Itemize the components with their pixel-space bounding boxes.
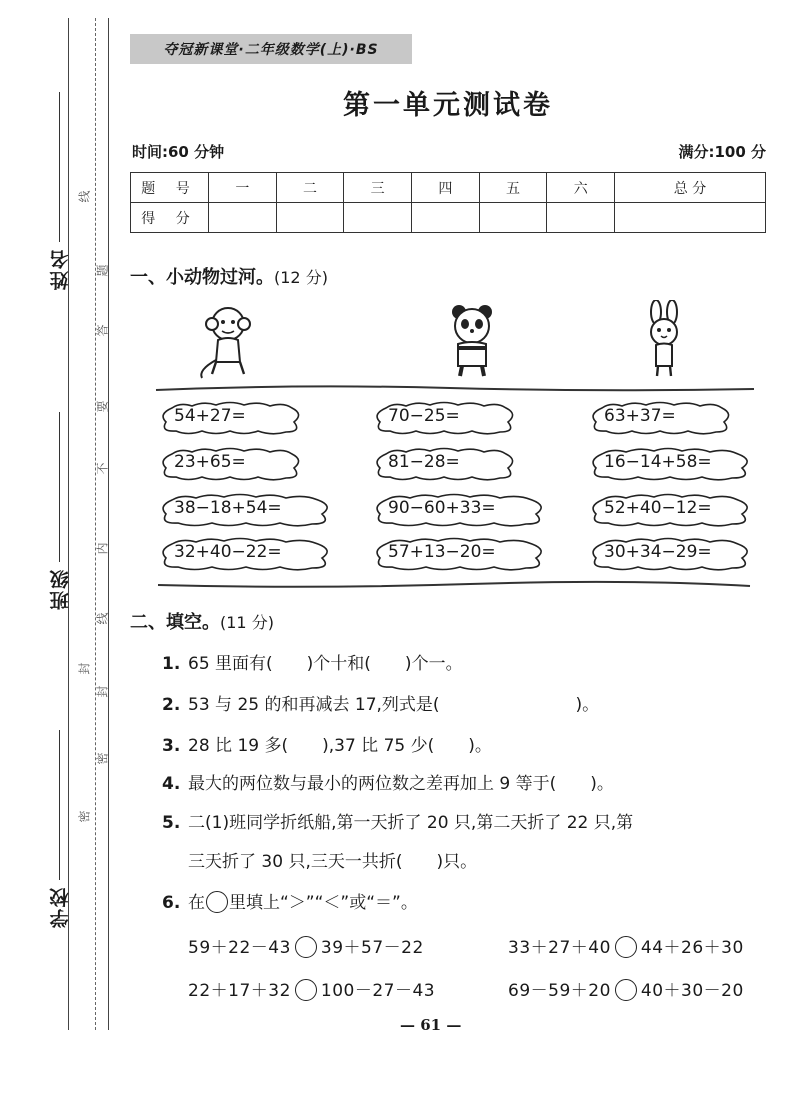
score-cell: 三 [344, 173, 412, 203]
cloud-problem[interactable] [158, 536, 328, 572]
compare-right: 100－27－43 [320, 981, 436, 1001]
fill-item-6 [162, 888, 418, 913]
compare-right: 44＋26＋30 [640, 938, 744, 958]
page-number: — 61 — [400, 1016, 462, 1034]
fill-item-4[interactable] [162, 769, 614, 794]
problem-text: 90−60+33= [388, 498, 496, 518]
seal-char: 题 [95, 264, 110, 277]
section-2-title [130, 608, 274, 634]
seal-char: 封 [77, 662, 92, 675]
cloud-problem[interactable] [372, 446, 512, 482]
cloud-problem[interactable] [588, 446, 753, 482]
score-entry-cell[interactable] [615, 203, 766, 233]
item-text: 53 与 25 的和再减去 17,列式是( )。 [188, 695, 600, 715]
binding-dash-line [95, 18, 96, 1030]
answer-circle[interactable] [615, 979, 637, 1001]
binding-line-right [108, 18, 109, 1030]
compare-row [188, 933, 424, 958]
fill-item-5-continuation[interactable]: 三天折了 30 只,三天一共折( )只。 [188, 852, 478, 872]
cloud-problem[interactable] [158, 446, 298, 482]
score-cell: 二 [276, 173, 344, 203]
compare-right: 40＋30－20 [640, 981, 744, 1001]
problem-text: 70−25= [388, 406, 460, 426]
compare-row [188, 976, 435, 1001]
score-entry-cell[interactable] [344, 203, 412, 233]
section-2-heading: 二、填空。 [130, 612, 220, 633]
problem-text: 32+40−22= [174, 542, 282, 562]
school-label: 学校 [49, 886, 72, 928]
item-text: 二(1)班同学折纸船,第一天折了 20 只,第二天折了 22 只,第 [188, 813, 634, 833]
class-blank[interactable] [60, 412, 61, 562]
section-1-heading: 一、小动物过河。 [130, 267, 274, 288]
fill-item-2[interactable] [162, 690, 599, 715]
problem-text: 52+40−12= [604, 498, 712, 518]
page-title: 第一单元测试卷 [343, 90, 553, 121]
compare-left: 22＋17＋32 [188, 981, 291, 1001]
full-score: 满分:100 分 [678, 143, 766, 161]
score-cell: 六 [547, 173, 615, 203]
school-field[interactable] [38, 730, 82, 928]
answer-circle[interactable] [295, 979, 317, 1001]
monkey-icon [188, 300, 268, 380]
item-text: 65 里面有( )个十和( )个一。 [188, 654, 463, 674]
cloud-problem[interactable] [158, 492, 328, 528]
score-table [130, 172, 766, 233]
seal-char: 线 [77, 190, 92, 203]
compare-left: 69－59＋20 [508, 981, 611, 1001]
problem-text: 54+27= [174, 406, 246, 426]
compare-left: 59＋22－43 [188, 938, 291, 958]
class-label: 班级 [49, 568, 72, 610]
seal-char: 封 [95, 685, 110, 698]
section-1-title [130, 263, 328, 289]
exam-meta [132, 141, 766, 162]
problem-text: 38−18+54= [174, 498, 282, 518]
score-cell: 总 分 [615, 173, 766, 203]
seal-char: 要 [95, 400, 110, 413]
seal-char: 不 [95, 462, 110, 475]
fill-item-5[interactable] [162, 808, 633, 833]
problem-text: 81−28= [388, 452, 460, 472]
score-entry-cell[interactable] [479, 203, 547, 233]
item-number: 5. [162, 813, 181, 833]
score-cell: 五 [479, 173, 547, 203]
score-header-row [131, 173, 766, 203]
problem-text: 30+34−29= [604, 542, 712, 562]
circle-icon [206, 891, 228, 913]
item-number: 6. [162, 893, 181, 913]
time-limit: 时间:60 分钟 [132, 143, 225, 161]
item-number: 3. [162, 736, 181, 756]
name-label: 姓名 [49, 248, 72, 290]
item-number: 1. [162, 654, 181, 674]
rabbit-icon [624, 300, 704, 380]
compare-right: 39＋57－22 [320, 938, 424, 958]
class-field[interactable] [38, 412, 82, 610]
problem-text: 57+13−20= [388, 542, 496, 562]
cloud-problem[interactable] [588, 492, 753, 528]
fill-item-1[interactable] [162, 649, 463, 674]
score-cell: 题 号 [131, 173, 209, 203]
score-entry-row [131, 203, 766, 233]
panda-icon [432, 300, 512, 380]
item-text-post: 里填上“＞”“＜”或“＝”。 [229, 893, 418, 913]
problem-text: 63+37= [604, 406, 676, 426]
score-cell: 四 [412, 173, 480, 203]
item-text-pre: 在 [188, 893, 205, 913]
compare-left: 33＋27＋40 [508, 938, 611, 958]
problem-text: 16−14+58= [604, 452, 712, 472]
river-bank-top [150, 382, 758, 396]
item-text: 28 比 19 多( ),37 比 75 少( )。 [188, 736, 492, 756]
river-bank-bottom [150, 579, 758, 593]
fill-item-3[interactable] [162, 731, 492, 756]
score-row-label: 得 分 [131, 203, 209, 233]
item-text: 最大的两位数与最小的两位数之差再加上 9 等于( )。 [188, 774, 614, 794]
cloud-problem[interactable] [588, 400, 728, 436]
item-number: 2. [162, 695, 181, 715]
cloud-problem[interactable] [372, 536, 542, 572]
seal-char: 线 [95, 612, 110, 625]
item-number: 4. [162, 774, 181, 794]
name-blank[interactable] [60, 92, 61, 242]
cloud-problem[interactable] [588, 536, 753, 572]
score-cell: 一 [209, 173, 277, 203]
cloud-problem[interactable] [372, 400, 512, 436]
problem-text: 23+65= [174, 452, 246, 472]
seal-char: 密 [77, 810, 92, 823]
seal-char: 答 [95, 324, 110, 337]
compare-row [508, 976, 744, 1001]
seal-char: 内 [95, 542, 110, 555]
answer-circle[interactable] [295, 936, 317, 958]
cloud-problem[interactable] [372, 492, 542, 528]
section-1-points: (12 分) [274, 268, 328, 287]
section-2-points: (11 分) [220, 613, 274, 632]
cloud-problem[interactable] [158, 400, 298, 436]
score-entry-cell[interactable] [412, 203, 480, 233]
answer-circle[interactable] [615, 936, 637, 958]
seal-char: 密 [95, 752, 110, 765]
score-entry-cell[interactable] [276, 203, 344, 233]
book-banner: 夺冠新课堂·二年级数学(上)·BS [130, 34, 412, 64]
score-entry-cell[interactable] [547, 203, 615, 233]
score-entry-cell[interactable] [209, 203, 277, 233]
compare-row [508, 933, 744, 958]
river-illustration [150, 300, 758, 595]
school-blank[interactable] [60, 730, 61, 880]
